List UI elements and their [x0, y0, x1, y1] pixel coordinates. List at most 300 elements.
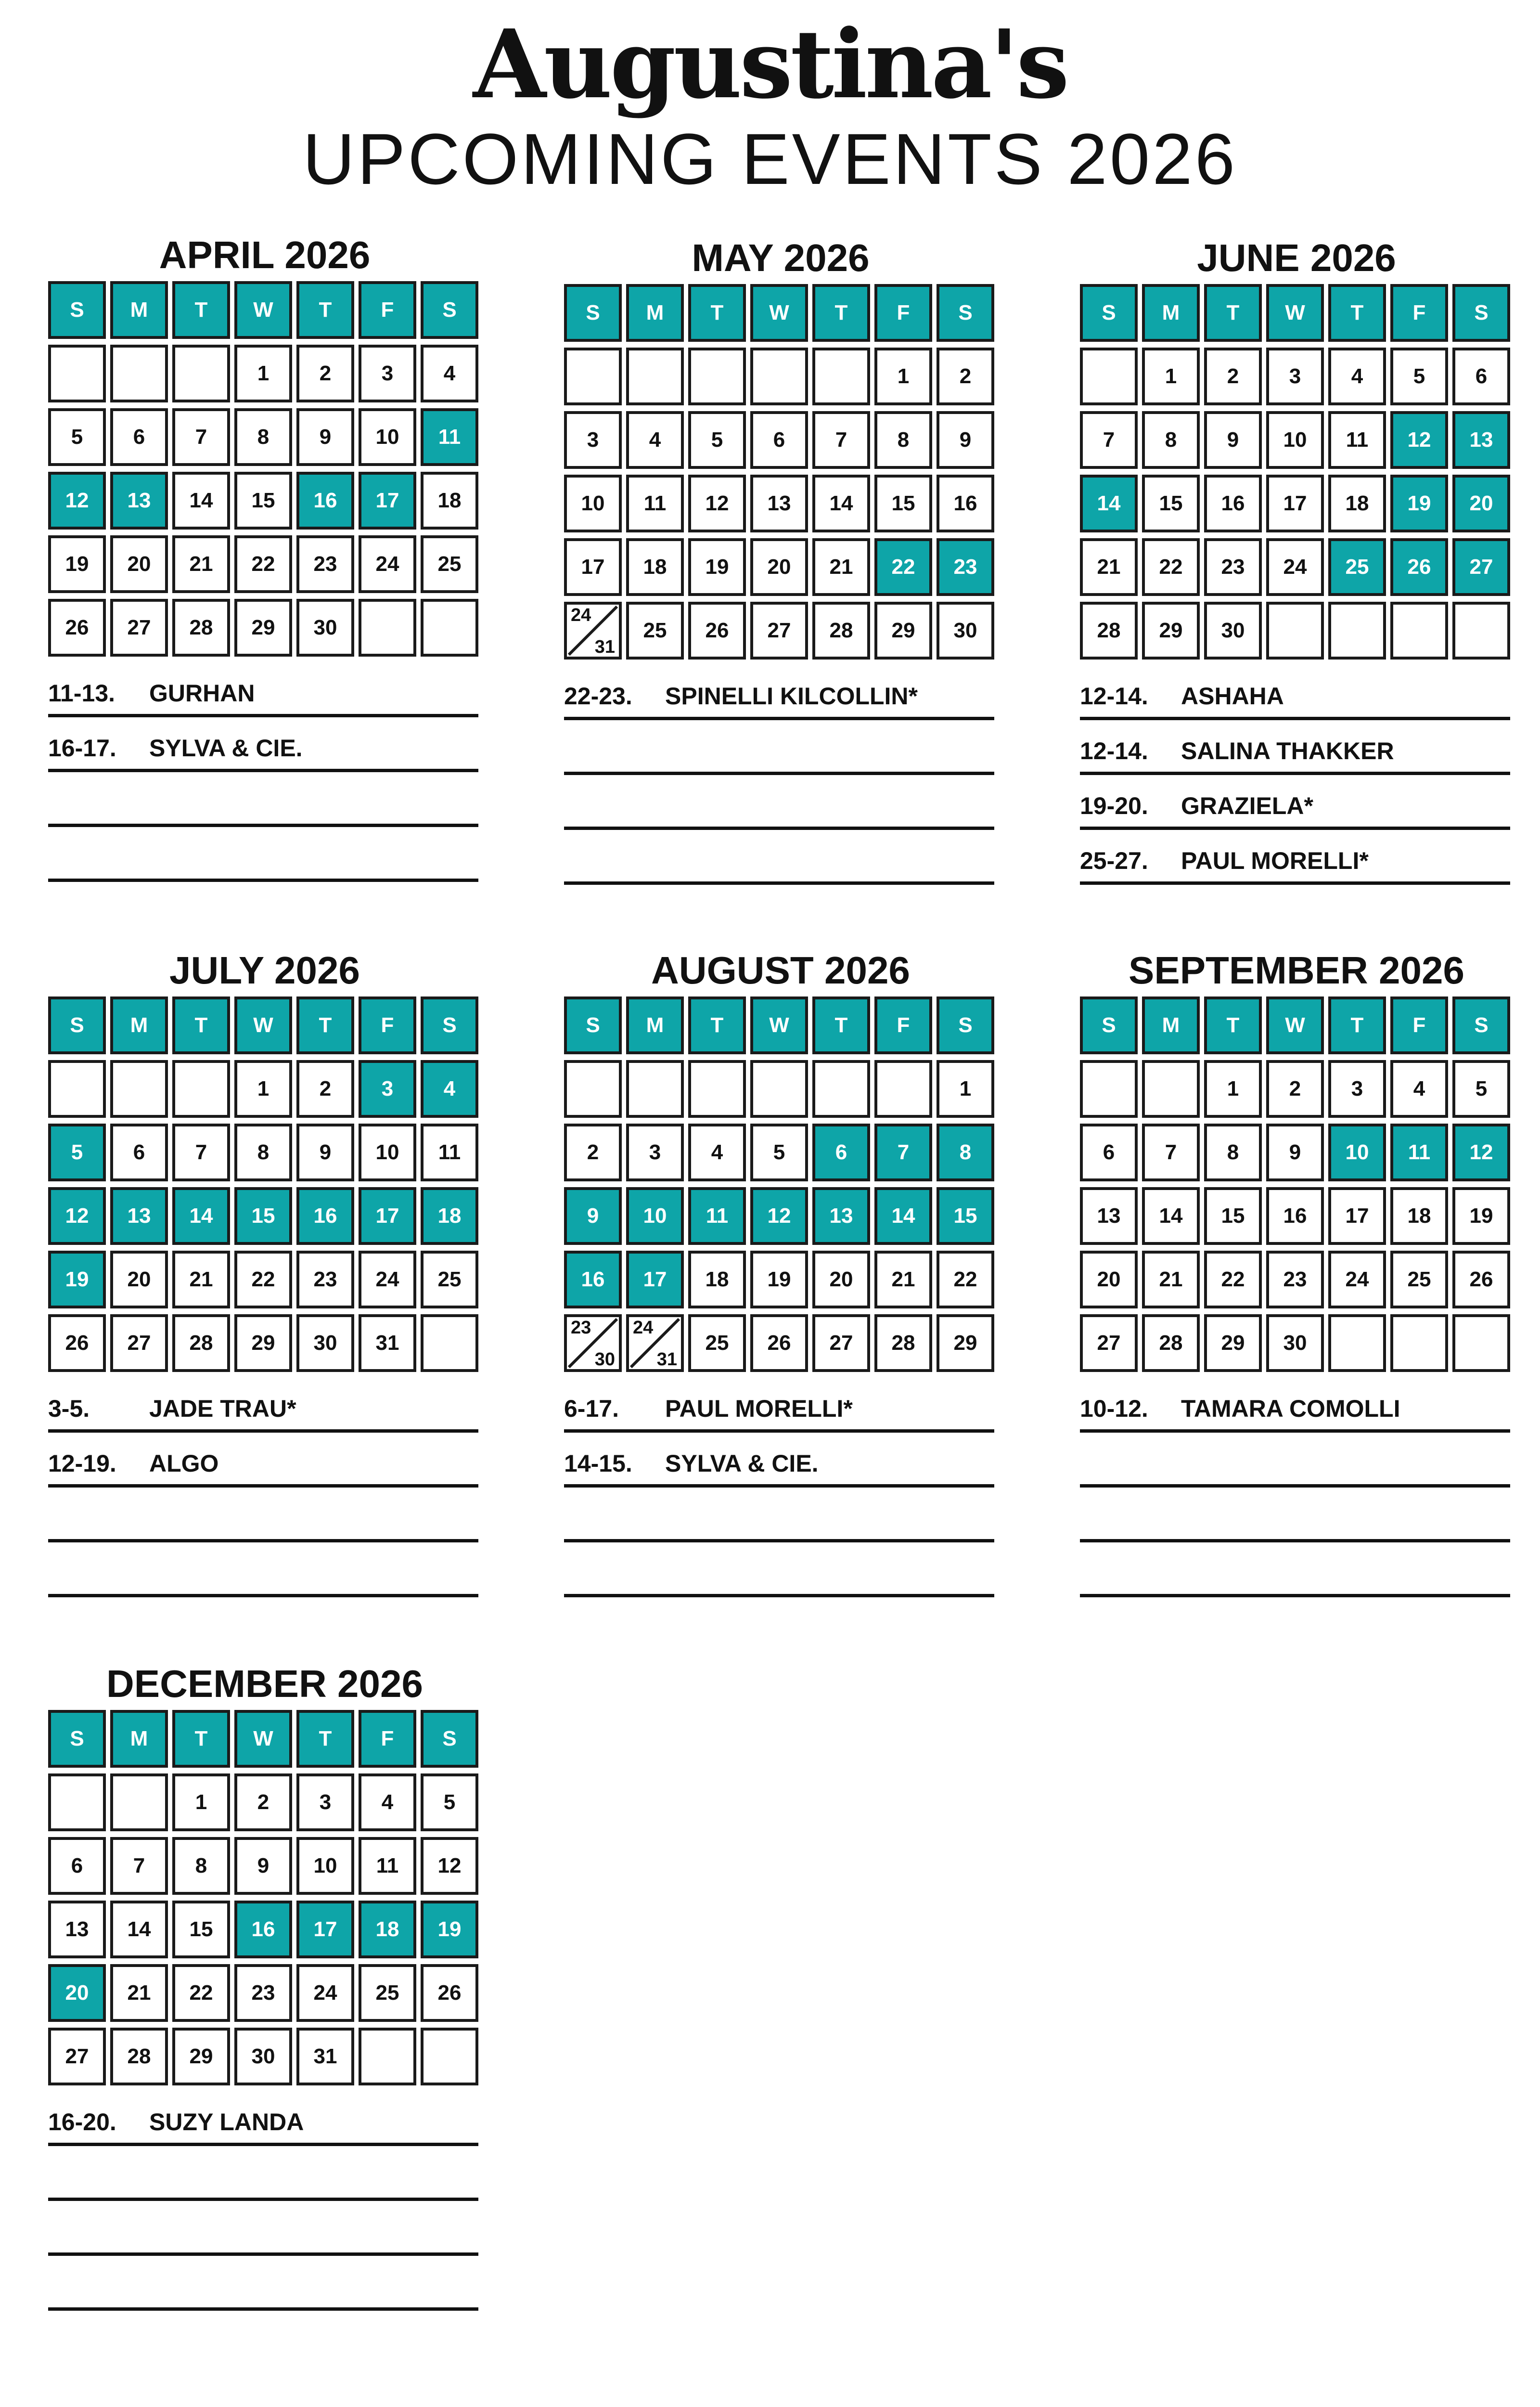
day-cell: 4 [1328, 348, 1386, 405]
day-cell: 22 [172, 1964, 230, 2022]
empty-day-cell [812, 348, 870, 405]
day-cell: 28 [812, 602, 870, 660]
event-line [48, 1542, 478, 1597]
event-day-cell: 5 [48, 1124, 106, 1181]
empty-day-cell [564, 348, 622, 405]
calendar-grid [1080, 996, 1513, 1372]
day-cell: 10 [359, 408, 416, 466]
day-cell: 20 [110, 1251, 168, 1308]
day-cell: 10 [359, 1124, 416, 1181]
day-cell: 15 [1142, 475, 1200, 532]
day-cell: 21 [172, 1251, 230, 1308]
month-may [564, 234, 997, 885]
day-cell: 31 [296, 2028, 354, 2085]
weekday-header: M [1142, 284, 1200, 342]
empty-day-cell [1080, 348, 1138, 405]
day-cell: 27 [1080, 1314, 1138, 1372]
month-august [564, 946, 997, 1597]
event-dates: 14-15. [564, 1450, 632, 1477]
weekday-header: S [48, 996, 106, 1054]
weekday-header: F [359, 996, 416, 1054]
event-line [1080, 1488, 1510, 1542]
weekday-header: M [626, 284, 684, 342]
day-cell: 29 [874, 602, 932, 660]
event-list [48, 2091, 478, 2311]
day-cell: 14 [172, 472, 230, 530]
weekday-header: T [296, 996, 354, 1054]
day-cell: 6 [48, 1837, 106, 1895]
event-day-cell: 11 [421, 408, 478, 466]
event-line [1080, 665, 1510, 720]
event-day-cell: 11 [688, 1187, 746, 1245]
event-day-cell: 10 [626, 1187, 684, 1245]
day-cell: 20 [750, 538, 808, 596]
day-cell: 1 [1142, 348, 1200, 405]
day-cell: 6 [110, 1124, 168, 1181]
month-title: APRIL 2026 [159, 233, 371, 276]
day-cell: 21 [874, 1251, 932, 1308]
event-line [48, 2146, 478, 2201]
day-cell: 29 [234, 599, 292, 657]
event-dates: 16-17. [48, 735, 116, 762]
event-day-cell: 16 [296, 1187, 354, 1245]
day-cell: 29 [1204, 1314, 1262, 1372]
day-cell: 27 [812, 1314, 870, 1372]
event-day-cell: 3 [359, 1060, 416, 1118]
month-september [1080, 946, 1513, 1597]
weekday-header: M [1142, 996, 1200, 1054]
day-cell: 11 [626, 475, 684, 532]
event-day-cell: 10 [1328, 1124, 1386, 1181]
day-cell: 14 [110, 1901, 168, 1958]
event-day-cell: 16 [296, 472, 354, 530]
day-cell: 26 [421, 1964, 478, 2022]
day-cell: 27 [48, 2028, 106, 2085]
event-day-cell: 17 [359, 472, 416, 530]
day-cell: 18 [421, 472, 478, 530]
month-title: AUGUST 2026 [651, 949, 910, 992]
day-cell: 28 [1080, 602, 1138, 660]
day-cell: 27 [750, 602, 808, 660]
empty-day-cell [812, 1060, 870, 1118]
event-name: SPINELLI KILCOLLIN* [665, 683, 918, 710]
weekday-header: M [110, 1710, 168, 1768]
weekday-header: S [1080, 996, 1138, 1054]
day-cell: 9 [296, 1124, 354, 1181]
day-cell: 25 [1390, 1251, 1448, 1308]
split-day-cell [626, 1314, 684, 1372]
weekday-header: T [1204, 996, 1262, 1054]
day-cell: 13 [750, 475, 808, 532]
calendar-grid [48, 1710, 481, 2085]
empty-day-cell [172, 345, 230, 402]
day-cell: 6 [750, 411, 808, 469]
day-cell: 1 [234, 1060, 292, 1118]
event-day-cell: 13 [110, 472, 168, 530]
event-line [564, 830, 994, 885]
month-title: JUNE 2026 [1197, 236, 1396, 279]
weekday-header: S [564, 996, 622, 1054]
day-cell: 7 [1142, 1124, 1200, 1181]
day-cell: 26 [48, 599, 106, 657]
day-cell: 22 [937, 1251, 994, 1308]
day-cell: 27 [110, 599, 168, 657]
weekday-header: S [48, 281, 106, 339]
weekday-header: T [172, 996, 230, 1054]
day-cell: 1 [1204, 1060, 1262, 1118]
day-cell: 3 [296, 1773, 354, 1831]
event-dates: 12-14. [1080, 738, 1148, 764]
day-cell: 5 [688, 411, 746, 469]
empty-day-cell [1452, 602, 1510, 660]
day-cell: 5 [750, 1124, 808, 1181]
event-day-cell: 12 [48, 1187, 106, 1245]
empty-day-cell [421, 2028, 478, 2085]
weekday-header: F [874, 996, 932, 1054]
day-cell: 2 [1266, 1060, 1324, 1118]
day-cell: 4 [626, 411, 684, 469]
weekday-header: T [688, 284, 746, 342]
weekday-header: F [1390, 284, 1448, 342]
day-cell: 9 [296, 408, 354, 466]
event-line [48, 2201, 478, 2256]
empty-day-cell [626, 348, 684, 405]
event-list [48, 1378, 478, 1597]
event-day-cell: 15 [937, 1187, 994, 1245]
event-dates: 19-20. [1080, 792, 1148, 819]
event-day-cell: 12 [750, 1187, 808, 1245]
empty-day-cell [172, 1060, 230, 1118]
weekday-header: F [359, 281, 416, 339]
event-day-cell: 13 [1452, 411, 1510, 469]
weekday-header: T [296, 281, 354, 339]
day-cell: 23 [296, 1251, 354, 1308]
day-cell: 15 [234, 472, 292, 530]
event-day-cell: 12 [48, 472, 106, 530]
weekday-header: S [1080, 284, 1138, 342]
event-day-cell: 13 [110, 1187, 168, 1245]
calendar-grid [564, 284, 997, 660]
event-name: SYLVA & CIE. [149, 735, 303, 762]
event-name: SUZY LANDA [149, 2109, 304, 2135]
day-cell: 26 [750, 1314, 808, 1372]
empty-day-cell [359, 599, 416, 657]
day-cell: 25 [626, 602, 684, 660]
day-cell: 1 [874, 348, 932, 405]
weekday-header: T [1328, 996, 1386, 1054]
split-day-first: 23 [571, 1318, 591, 1338]
day-cell: 16 [1204, 475, 1262, 532]
empty-day-cell [1142, 1060, 1200, 1118]
day-cell: 4 [359, 1773, 416, 1831]
day-cell: 29 [937, 1314, 994, 1372]
split-day-second: 31 [594, 637, 615, 657]
day-cell: 17 [564, 538, 622, 596]
empty-day-cell [48, 1773, 106, 1831]
day-cell: 18 [1390, 1187, 1448, 1245]
event-line [48, 1378, 478, 1433]
weekday-header: F [874, 284, 932, 342]
day-cell: 16 [937, 475, 994, 532]
day-cell: 30 [296, 1314, 354, 1372]
split-day-second: 30 [594, 1349, 615, 1370]
day-cell: 10 [564, 475, 622, 532]
empty-day-cell [1080, 1060, 1138, 1118]
weekday-header: S [421, 1710, 478, 1768]
day-cell: 19 [48, 535, 106, 593]
day-cell: 19 [688, 538, 746, 596]
empty-day-cell [688, 348, 746, 405]
event-day-cell: 26 [1390, 538, 1448, 596]
weekday-header: M [110, 996, 168, 1054]
day-cell: 19 [1452, 1187, 1510, 1245]
day-cell: 1 [172, 1773, 230, 1831]
day-cell: 15 [874, 475, 932, 532]
event-day-cell: 7 [874, 1124, 932, 1181]
event-line [1080, 720, 1510, 775]
day-cell: 11 [359, 1837, 416, 1895]
day-cell: 1 [937, 1060, 994, 1118]
day-cell: 23 [1266, 1251, 1324, 1308]
day-cell: 3 [1266, 348, 1324, 405]
day-cell: 5 [48, 408, 106, 466]
day-cell: 26 [1452, 1251, 1510, 1308]
day-cell: 19 [750, 1251, 808, 1308]
event-line [564, 665, 994, 720]
split-day-cell [564, 602, 622, 660]
day-cell: 2 [296, 1060, 354, 1118]
empty-day-cell [1390, 1314, 1448, 1372]
weekday-header: S [48, 1710, 106, 1768]
day-cell: 30 [1204, 602, 1262, 660]
weekday-header: W [234, 996, 292, 1054]
day-cell: 28 [172, 1314, 230, 1372]
event-dates: 10-12. [1080, 1395, 1148, 1422]
weekday-header: W [750, 284, 808, 342]
weekday-header: S [937, 996, 994, 1054]
day-cell: 7 [110, 1837, 168, 1895]
weekday-header: T [812, 284, 870, 342]
split-day-first: 24 [633, 1318, 654, 1338]
empty-day-cell [750, 1060, 808, 1118]
day-cell: 18 [688, 1251, 746, 1308]
weekday-header: S [937, 284, 994, 342]
weekday-header: S [421, 281, 478, 339]
weekday-header: M [110, 281, 168, 339]
event-name: ALGO [149, 1450, 219, 1477]
event-list [564, 665, 994, 885]
split-day-second: 31 [656, 1349, 677, 1370]
day-cell: 24 [1328, 1251, 1386, 1308]
day-cell: 20 [812, 1251, 870, 1308]
day-cell: 9 [1204, 411, 1262, 469]
weekday-header: F [1390, 996, 1448, 1054]
day-cell: 6 [110, 408, 168, 466]
day-cell: 25 [421, 535, 478, 593]
day-cell: 17 [1328, 1187, 1386, 1245]
event-day-cell: 17 [359, 1187, 416, 1245]
day-cell: 16 [1266, 1187, 1324, 1245]
weekday-header: T [172, 1710, 230, 1768]
event-day-cell: 17 [626, 1251, 684, 1308]
day-cell: 21 [172, 535, 230, 593]
day-cell: 14 [1142, 1187, 1200, 1245]
event-line [564, 1542, 994, 1597]
day-cell: 21 [110, 1964, 168, 2022]
day-cell: 14 [812, 475, 870, 532]
day-cell: 25 [421, 1251, 478, 1308]
event-day-cell: 25 [1328, 538, 1386, 596]
event-day-cell: 4 [421, 1060, 478, 1118]
event-day-cell: 6 [812, 1124, 870, 1181]
weekday-header: F [359, 1710, 416, 1768]
event-line [48, 1433, 478, 1488]
event-name: GRAZIELA* [1181, 792, 1313, 819]
month-title: DECEMBER 2026 [106, 1662, 423, 1705]
event-day-cell: 23 [937, 538, 994, 596]
day-cell: 29 [172, 2028, 230, 2085]
day-cell: 8 [172, 1837, 230, 1895]
day-cell: 4 [688, 1124, 746, 1181]
weekday-header: T [812, 996, 870, 1054]
empty-day-cell [688, 1060, 746, 1118]
logo: Augustina's [473, 9, 1067, 120]
day-cell: 8 [1142, 411, 1200, 469]
empty-day-cell [1390, 602, 1448, 660]
event-dates: 12-19. [48, 1450, 116, 1477]
event-line [1080, 1378, 1510, 1433]
event-day-cell: 18 [359, 1901, 416, 1958]
weekday-header: W [234, 1710, 292, 1768]
day-cell: 5 [421, 1773, 478, 1831]
day-cell: 2 [234, 1773, 292, 1831]
event-line [48, 2256, 478, 2311]
event-day-cell: 13 [812, 1187, 870, 1245]
weekday-header: T [296, 1710, 354, 1768]
empty-day-cell [110, 1773, 168, 1831]
day-cell: 8 [1204, 1124, 1262, 1181]
day-cell: 29 [234, 1314, 292, 1372]
event-day-cell: 11 [1390, 1124, 1448, 1181]
empty-day-cell [421, 599, 478, 657]
event-list [1080, 1378, 1510, 1597]
event-day-cell: 19 [48, 1251, 106, 1308]
month-june [1080, 234, 1513, 885]
day-cell: 21 [812, 538, 870, 596]
day-cell: 24 [359, 1251, 416, 1308]
calendar-grid [564, 996, 997, 1372]
event-list [564, 1378, 994, 1597]
day-cell: 1 [234, 345, 292, 402]
day-cell: 25 [688, 1314, 746, 1372]
event-day-cell: 12 [1390, 411, 1448, 469]
day-cell: 4 [421, 345, 478, 402]
day-cell: 26 [688, 602, 746, 660]
day-cell: 9 [937, 411, 994, 469]
empty-day-cell [564, 1060, 622, 1118]
day-cell: 25 [359, 1964, 416, 2022]
month-july [48, 946, 481, 1597]
day-cell: 30 [1266, 1314, 1324, 1372]
event-day-cell: 12 [1452, 1124, 1510, 1181]
event-day-cell: 9 [564, 1187, 622, 1245]
split-day-cell [564, 1314, 622, 1372]
event-list [1080, 665, 1510, 885]
event-dates: 3-5. [48, 1395, 90, 1422]
day-cell: 22 [1204, 1251, 1262, 1308]
day-cell: 11 [421, 1124, 478, 1181]
event-day-cell: 20 [1452, 475, 1510, 532]
day-cell: 11 [1328, 411, 1386, 469]
day-cell: 8 [234, 1124, 292, 1181]
month-title: SEPTEMBER 2026 [1128, 949, 1465, 992]
day-cell: 4 [1390, 1060, 1448, 1118]
weekday-header: W [234, 281, 292, 339]
day-cell: 23 [296, 535, 354, 593]
day-cell: 12 [421, 1837, 478, 1895]
empty-day-cell [110, 1060, 168, 1118]
weekday-header: T [1328, 284, 1386, 342]
day-cell: 28 [110, 2028, 168, 2085]
empty-day-cell [874, 1060, 932, 1118]
event-day-cell: 19 [421, 1901, 478, 1958]
event-day-cell: 27 [1452, 538, 1510, 596]
day-cell: 2 [564, 1124, 622, 1181]
event-name: ASHAHA [1181, 683, 1284, 710]
month-april [48, 231, 481, 882]
event-dates: 11-13. [48, 680, 116, 707]
empty-day-cell [750, 348, 808, 405]
page-title: UPCOMING EVENTS 2026 [302, 118, 1238, 199]
event-name: TAMARA COMOLLI [1181, 1395, 1400, 1422]
day-cell: 3 [359, 345, 416, 402]
weekday-header: S [421, 996, 478, 1054]
event-day-cell: 16 [564, 1251, 622, 1308]
day-cell: 23 [234, 1964, 292, 2022]
event-day-cell: 14 [1080, 475, 1138, 532]
day-cell: 7 [172, 1124, 230, 1181]
day-cell: 23 [1204, 538, 1262, 596]
day-cell: 30 [234, 2028, 292, 2085]
weekday-header: S [1452, 996, 1510, 1054]
day-cell: 3 [1328, 1060, 1386, 1118]
event-dates: 16-20. [48, 2109, 116, 2135]
empty-day-cell [359, 2028, 416, 2085]
weekday-header: T [688, 996, 746, 1054]
event-line [564, 1433, 994, 1488]
event-day-cell: 15 [234, 1187, 292, 1245]
split-day-first: 24 [571, 605, 591, 625]
day-cell: 9 [1266, 1124, 1324, 1181]
event-day-cell: 16 [234, 1901, 292, 1958]
event-day-cell: 14 [874, 1187, 932, 1245]
day-cell: 13 [1080, 1187, 1138, 1245]
event-list [48, 662, 478, 882]
empty-day-cell [626, 1060, 684, 1118]
event-day-cell: 18 [421, 1187, 478, 1245]
event-name: GURHAN [149, 680, 255, 707]
day-cell: 10 [1266, 411, 1324, 469]
empty-day-cell [1328, 1314, 1386, 1372]
weekday-header: S [564, 284, 622, 342]
event-line [48, 2091, 478, 2146]
day-cell: 3 [626, 1124, 684, 1181]
day-cell: 17 [1266, 475, 1324, 532]
event-name: PAUL MORELLI* [665, 1395, 853, 1422]
day-cell: 8 [234, 408, 292, 466]
event-dates: 25-27. [1080, 847, 1148, 874]
event-dates: 22-23. [564, 683, 632, 710]
